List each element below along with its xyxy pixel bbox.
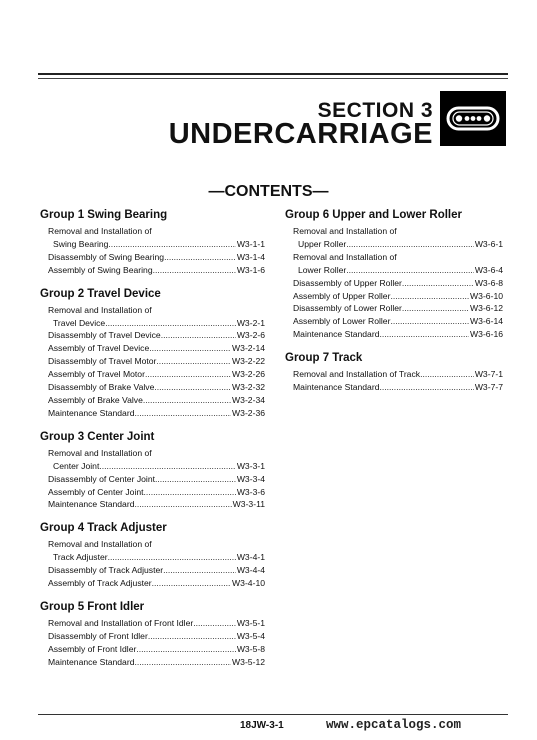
dot-leader bbox=[402, 277, 474, 290]
entry-label: Assembly of Lower Roller bbox=[293, 316, 391, 327]
entry-label: Disassembly of Upper Roller bbox=[293, 277, 402, 288]
entry-label: Assembly of Swing Bearing bbox=[48, 264, 153, 275]
entry-label: Maintenance Standard bbox=[48, 499, 135, 510]
dot-leader bbox=[155, 473, 236, 486]
toc-entry[interactable] bbox=[285, 328, 503, 341]
dot-leader bbox=[143, 394, 231, 407]
entry-label: Assembly of Track Adjuster bbox=[48, 578, 152, 589]
entry-page: W3-7-7 bbox=[474, 382, 503, 393]
entry-label: Track Adjuster bbox=[53, 552, 108, 563]
entry-page: W3-6-10 bbox=[470, 290, 503, 301]
entry-page: W3-1-1 bbox=[236, 238, 265, 249]
entry-label: Maintenance Standard bbox=[48, 656, 135, 667]
entry-page: W3-1-4 bbox=[236, 251, 265, 262]
entry-label: Removal and Installation of bbox=[48, 304, 152, 315]
entry-label: Disassembly of Front Idler bbox=[48, 630, 148, 641]
entry-page: W3-2-32 bbox=[232, 382, 265, 393]
dot-leader bbox=[402, 302, 469, 315]
toc-entry[interactable] bbox=[40, 643, 265, 656]
entry-label: Disassembly of Travel Motor bbox=[48, 356, 157, 367]
entry-label: Removal and Installation of Track bbox=[293, 369, 421, 380]
dot-leader bbox=[164, 251, 236, 264]
entry-label: Travel Device bbox=[53, 317, 106, 328]
toc-entry[interactable] bbox=[40, 617, 265, 630]
entry-label: Disassembly of Track Adjuster bbox=[48, 565, 164, 576]
group-title: Group 2 Travel Device bbox=[40, 287, 161, 300]
dot-leader bbox=[152, 577, 231, 590]
entry-page: W3-6-14 bbox=[470, 316, 503, 327]
entry-label: Assembly of Front Idler bbox=[48, 643, 137, 654]
entry-label: Center Joint bbox=[53, 460, 100, 471]
entry-page: W3-5-12 bbox=[232, 656, 265, 667]
dot-leader bbox=[193, 617, 236, 630]
entry-page: W3-3-6 bbox=[236, 486, 265, 497]
dot-leader bbox=[390, 290, 469, 303]
dot-leader bbox=[105, 317, 236, 330]
entry-label: Assembly of Travel Motor bbox=[48, 369, 145, 380]
entry-label: Removal and Installation of Front Idler bbox=[48, 617, 194, 628]
dot-leader bbox=[134, 498, 231, 511]
toc-entry[interactable] bbox=[40, 630, 265, 643]
section-number: SECTION 3 bbox=[317, 99, 433, 122]
entry-label: Swing Bearing bbox=[53, 238, 109, 249]
entry-page: W3-3-11 bbox=[232, 499, 265, 510]
dot-leader bbox=[145, 368, 231, 381]
entry-page: W3-6-1 bbox=[474, 238, 503, 249]
dot-leader bbox=[390, 315, 469, 328]
toc-group bbox=[40, 521, 265, 590]
toc-entry[interactable] bbox=[285, 290, 503, 303]
toc-left-column bbox=[40, 208, 265, 679]
toc-entry[interactable] bbox=[40, 329, 265, 342]
dot-leader bbox=[108, 238, 235, 251]
toc-group bbox=[40, 430, 265, 512]
group-title: Group 6 Upper and Lower Roller bbox=[285, 209, 462, 221]
footer-rule bbox=[38, 714, 508, 715]
toc-entry[interactable] bbox=[285, 368, 503, 381]
toc-entry[interactable] bbox=[40, 342, 265, 355]
entry-label: Removal and Installation of bbox=[293, 226, 397, 236]
entry-page: W3-3-1 bbox=[236, 460, 265, 471]
toc-entry[interactable] bbox=[40, 473, 265, 486]
undercarriage-track-icon bbox=[440, 91, 506, 146]
toc-entry[interactable] bbox=[40, 304, 265, 330]
toc-group bbox=[40, 287, 265, 420]
entry-page: W3-5-8 bbox=[236, 643, 265, 654]
dot-leader bbox=[136, 643, 235, 656]
toc-entry[interactable] bbox=[40, 394, 265, 407]
entry-page: W3-2-34 bbox=[232, 394, 265, 405]
group-title: Group 7 Track bbox=[285, 352, 363, 365]
dot-leader bbox=[108, 551, 236, 564]
toc-entry[interactable] bbox=[40, 355, 265, 368]
entry-label: Disassembly of Brake Valve bbox=[48, 382, 155, 393]
toc-entry[interactable] bbox=[40, 498, 265, 511]
entry-page: W3-5-4 bbox=[236, 630, 265, 641]
entry-label: Assembly of Travel Device bbox=[48, 343, 150, 354]
toc-group bbox=[285, 208, 503, 341]
entry-label: Maintenance Standard bbox=[48, 407, 135, 418]
entry-label: Maintenance Standard bbox=[293, 382, 380, 393]
dot-leader bbox=[148, 630, 236, 643]
dot-leader bbox=[154, 381, 231, 394]
toc-entry[interactable] bbox=[40, 251, 265, 264]
toc-entry[interactable] bbox=[40, 407, 265, 420]
toc-entry[interactable] bbox=[285, 315, 503, 328]
entry-page: W3-4-1 bbox=[236, 552, 265, 563]
dot-leader bbox=[420, 368, 474, 381]
dot-leader bbox=[161, 329, 236, 342]
dot-leader bbox=[379, 381, 473, 394]
contents-heading: —CONTENTS— bbox=[208, 183, 329, 200]
toc-entry[interactable] bbox=[40, 564, 265, 577]
entry-page: W3-7-1 bbox=[474, 369, 503, 380]
entry-label: Disassembly of Swing Bearing bbox=[48, 251, 165, 262]
entry-label: Removal and Installation of bbox=[48, 447, 152, 458]
entry-page: W3-2-6 bbox=[236, 330, 265, 341]
dot-leader bbox=[149, 342, 231, 355]
toc-entry[interactable] bbox=[285, 302, 503, 315]
dot-leader bbox=[134, 656, 231, 669]
toc-group bbox=[40, 600, 265, 669]
toc-entry[interactable] bbox=[285, 277, 503, 290]
entry-label: Maintenance Standard bbox=[293, 329, 380, 340]
toc-group bbox=[40, 208, 265, 277]
toc-group bbox=[285, 351, 503, 394]
toc-entry[interactable] bbox=[40, 368, 265, 381]
dot-leader bbox=[163, 564, 236, 577]
entry-page: W3-6-4 bbox=[474, 264, 503, 275]
header-rule bbox=[38, 73, 508, 75]
group-title: Group 4 Track Adjuster bbox=[40, 522, 167, 535]
entry-page: W3-3-4 bbox=[236, 473, 265, 484]
entry-page: W3-4-4 bbox=[236, 565, 265, 576]
toc-entry[interactable] bbox=[40, 486, 265, 499]
entry-page: W3-4-10 bbox=[232, 578, 265, 589]
entry-page: W3-2-14 bbox=[232, 343, 265, 354]
entry-page: W3-5-1 bbox=[236, 617, 265, 628]
entry-page: W3-6-16 bbox=[470, 329, 503, 340]
entry-label: Disassembly of Travel Device bbox=[48, 330, 161, 341]
dot-leader bbox=[156, 355, 231, 368]
toc-entry[interactable] bbox=[40, 225, 265, 251]
dot-leader bbox=[134, 407, 231, 420]
entry-label: Upper Roller bbox=[298, 238, 347, 249]
dot-leader bbox=[346, 238, 474, 251]
watermark-url: www.epcatalogs.com bbox=[326, 718, 462, 732]
entry-page: W3-6-12 bbox=[470, 303, 503, 314]
entry-label: Removal and Installation of bbox=[48, 226, 152, 236]
entry-page: W3-2-22 bbox=[232, 356, 265, 367]
toc-entry[interactable] bbox=[40, 656, 265, 669]
entry-label: Lower Roller bbox=[298, 264, 347, 275]
toc-right-column bbox=[285, 208, 503, 404]
entry-page: W3-1-6 bbox=[236, 264, 265, 275]
group-title: Group 1 Swing Bearing bbox=[40, 209, 168, 221]
toc-entry[interactable] bbox=[40, 381, 265, 394]
toc-entry[interactable] bbox=[285, 251, 503, 277]
group-title: Group 3 Center Joint bbox=[40, 430, 155, 443]
dot-leader bbox=[153, 264, 236, 277]
entry-label: Assembly of Center Joint bbox=[48, 486, 144, 497]
dot-leader bbox=[99, 460, 235, 473]
group-title: Group 5 Front Idler bbox=[40, 600, 145, 613]
dot-leader bbox=[379, 328, 469, 341]
toc-entry[interactable] bbox=[40, 538, 265, 564]
toc-entry[interactable] bbox=[40, 577, 265, 590]
entry-label: Disassembly of Center Joint bbox=[48, 473, 155, 484]
entry-label: Removal and Installation of bbox=[293, 251, 397, 262]
dot-leader bbox=[144, 486, 236, 499]
entry-label: Assembly of Brake Valve bbox=[48, 394, 143, 405]
entry-page: W3-6-8 bbox=[474, 277, 503, 288]
toc-entry[interactable] bbox=[285, 381, 503, 394]
page-number: 18JW-3-1 bbox=[240, 720, 284, 731]
section-title: UNDERCARRIAGE bbox=[168, 118, 433, 150]
entry-page: W3-2-36 bbox=[232, 407, 265, 418]
entry-label: Disassembly of Lower Roller bbox=[293, 303, 402, 314]
entry-label: Assembly of Upper Roller bbox=[293, 290, 391, 301]
entry-label: Removal and Installation of bbox=[48, 539, 152, 550]
toc-entry[interactable] bbox=[40, 447, 265, 473]
entry-page: W3-2-26 bbox=[232, 369, 265, 380]
toc-entry[interactable] bbox=[40, 264, 265, 277]
header-rule-thin bbox=[38, 78, 508, 79]
entry-page: W3-2-1 bbox=[236, 317, 265, 328]
dot-leader bbox=[346, 264, 474, 277]
toc-entry[interactable] bbox=[285, 225, 503, 251]
